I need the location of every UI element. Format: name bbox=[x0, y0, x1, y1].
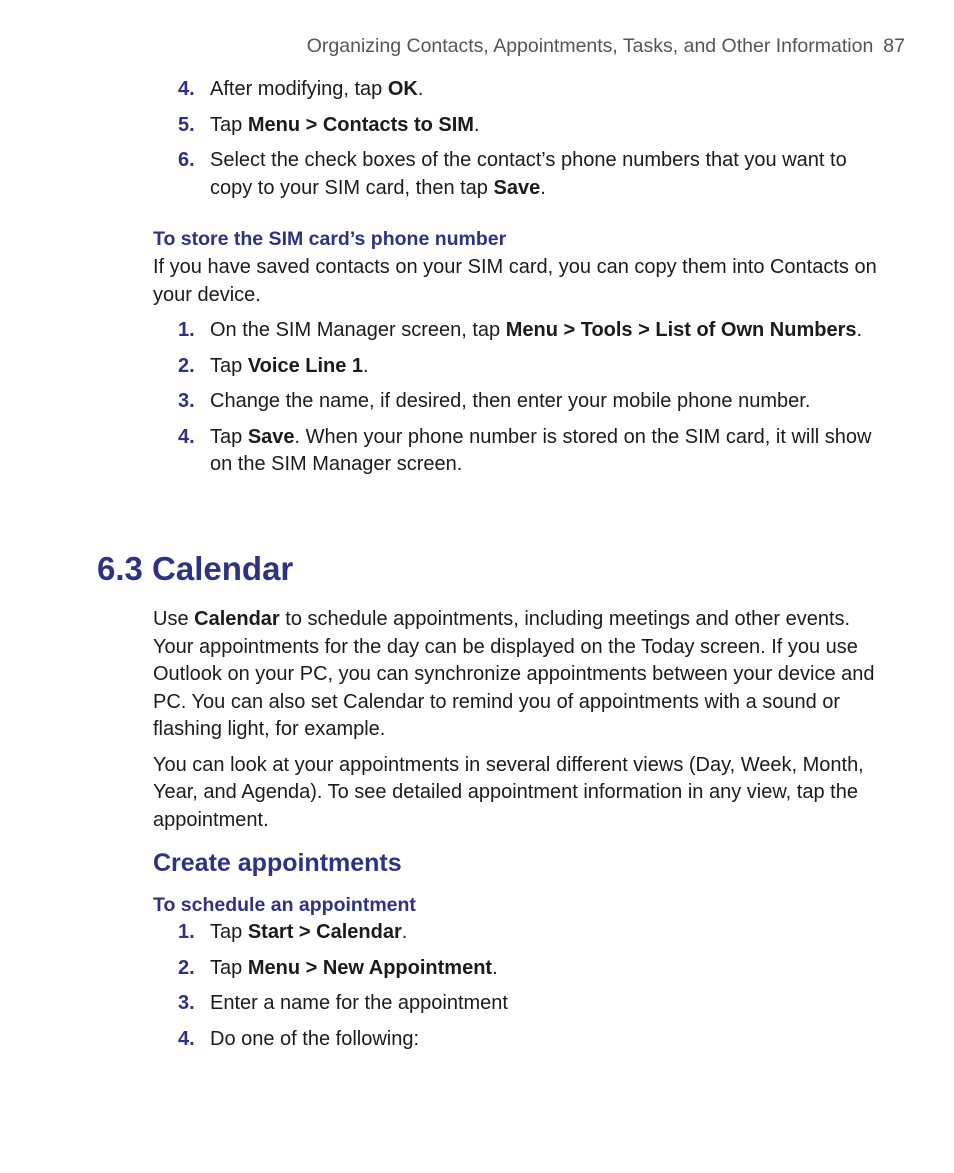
list-item: 3. Enter a name for the appointment bbox=[0, 990, 954, 1018]
calendar-body bbox=[0, 606, 954, 834]
list-item: 6. Select the check boxes of the contact’s phone numbers that you want to copy to your SIM card, then tap Save. bbox=[178, 149, 847, 199]
step-number: 4. bbox=[178, 1027, 195, 1050]
chapter-title: Organizing Contacts, Appointments, Tasks, and Other Information bbox=[306, 35, 874, 57]
list-item: 4. Tap Save. When your phone number is stored on the SIM card, it will show on the SIM Manager screen. bbox=[178, 425, 872, 475]
section-heading: 6.3 Calendar bbox=[97, 550, 294, 587]
list-item: 5. Tap Menu > Contacts to SIM. bbox=[0, 112, 954, 140]
store-sim-steps bbox=[0, 317, 954, 479]
list-item: 1. On the SIM Manager screen, tap Menu > Tools > List of Own Numbers. bbox=[0, 317, 954, 345]
paragraph: You can look at your appointments in several different views (Day, Week, Month, Year, and Agenda). To see detailed appointment information in any view, tap the appointment. bbox=[153, 753, 864, 831]
procedure-title: To schedule an appointment bbox=[153, 894, 416, 916]
create-steps bbox=[0, 919, 954, 1053]
step-number: 1. bbox=[178, 921, 195, 943]
step-number: 5. bbox=[178, 113, 195, 136]
page-number: 87 bbox=[883, 35, 905, 57]
list-item: 1. Tap Start > Calendar. bbox=[0, 919, 954, 947]
step-number: 1. bbox=[178, 319, 195, 341]
step-number: 6. bbox=[178, 149, 195, 171]
subsection-heading: Create appointments bbox=[153, 849, 402, 877]
step-number: 2. bbox=[178, 956, 195, 979]
list-item: 2. Tap Voice Line 1. bbox=[0, 353, 954, 381]
list-item: 3. Change the name, if desired, then enter your mobile phone number. bbox=[0, 388, 954, 416]
paragraph: Use Calendar to schedule appointments, including meetings and other events. Your appointments for the day can be displayed on the Today screen. If you use Outlook on your PC, you can synchronize appointments between your device and PC. You can also set Calendar to remind you of appointments with a sound or flashing light, for example. bbox=[153, 608, 875, 740]
running-header bbox=[307, 35, 905, 58]
list-item: 2. Tap Menu > New Appointment. bbox=[0, 955, 954, 983]
step-number: 2. bbox=[178, 354, 195, 377]
paragraph: If you have saved contacts on your SIM card, you can copy them into Contacts on your device. bbox=[153, 256, 877, 306]
step-number: 4. bbox=[178, 425, 195, 448]
step-number: 3. bbox=[178, 390, 195, 412]
store-sim-intro-block bbox=[0, 254, 954, 309]
procedure-title: To store the SIM card’s phone number bbox=[153, 228, 507, 250]
step-number: 4. bbox=[178, 78, 195, 100]
steps-top bbox=[0, 76, 954, 202]
step-number: 3. bbox=[178, 992, 195, 1014]
list-item: 4. After modifying, tap OK. bbox=[0, 76, 954, 104]
list-item: 4. Do one of the following: bbox=[0, 1026, 954, 1054]
